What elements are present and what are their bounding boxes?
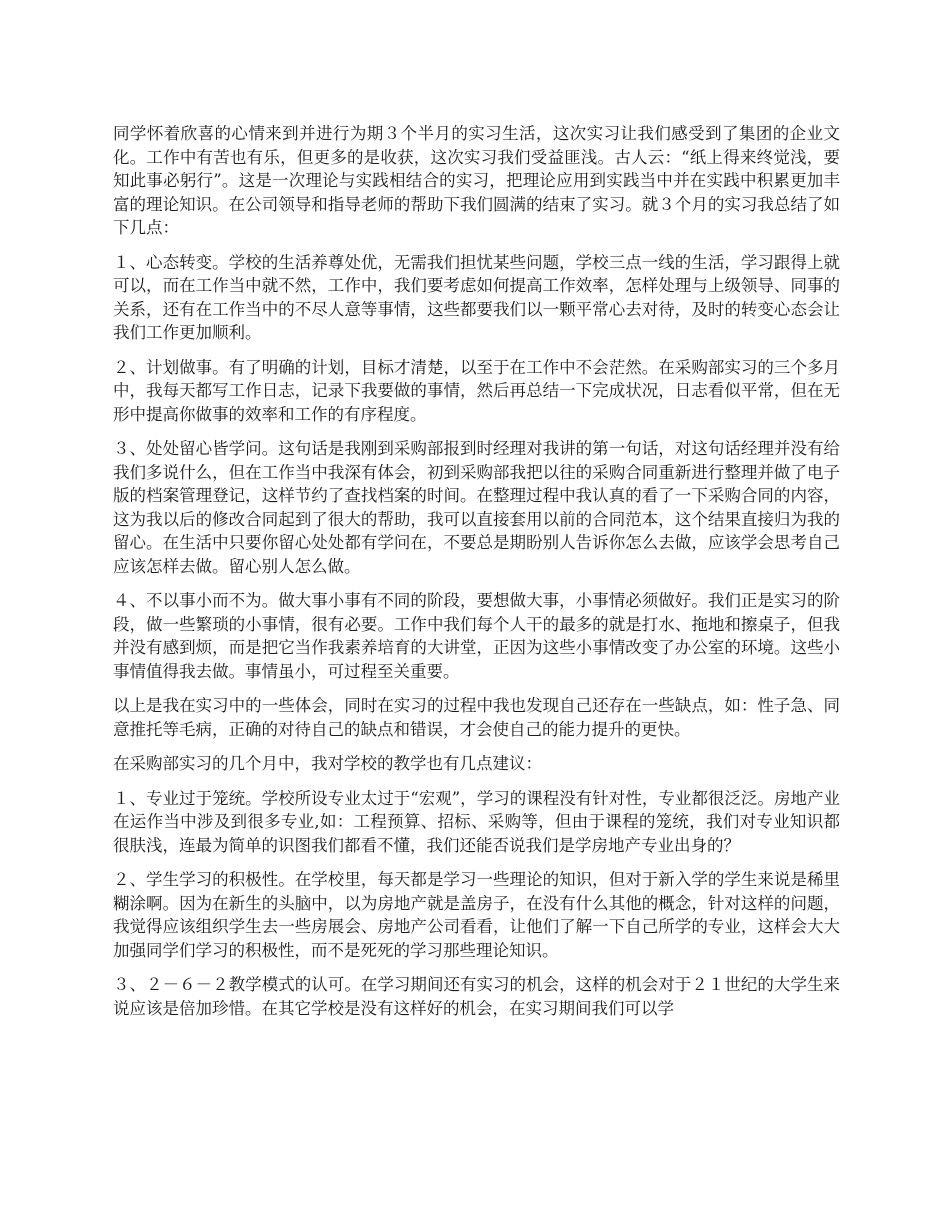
paragraph-small-things: ４、不以事小而不为。做大事小事有不同的阶段，要想做大事，小事情必须做好。我们正是实习的阶段，做一些繁琐的小事情，很有必要。工作中我们每个人干的最多的就是打水、拖地和擦桌子，但我并没有感到烦，而是把它当作我素养培育的大讲堂，正因为这些小事情改变了办公室的环境。这些小事情值得我去做。事情虽小，可过程至关重要。	[113, 591, 840, 681]
paragraph-mindset-change: １、心态转变。学校的生活养尊处优，无需我们担忧某些问题，学校三点一线的生活，学习跟得上就可以，而在工作当中就不然，工作中，我们要考虑如何提高工作效率，怎样处理与上级领导、同事的关系，还有在工作当中的不尽人意等事情，这些都要我们以一颗平常心去对待，及时的转变心态会让我们工作更加顺利。	[113, 252, 840, 342]
paragraph-suggestion-major: １、专业过于笼统。学校所设专业太过于“宏观”，学习的课程没有针对性，专业都很泛泛。房地产业在运作当中涉及到很多专业,如：工程预算、招标、采购等，但由于课程的笼统，我们对专业知识都很肤浅，连最为简单的识图我们都看不懂，我们还能否说我们是学房地产专业出身的？	[113, 788, 840, 855]
paragraph-suggestion-motivation: ２、学生学习的积极性。在学校里，每天都是学习一些理论的知识，但对于新入学的学生来说是稀里糊涂啊。因为在新生的头脑中，以为房地产就是盖房子，在没有什么其他的概念，针对这样的问题，我觉得应该组织学生去一些房展会、房地产公司看看，让他们了解一下自己所学的专业，这样会大大加强同学们学习的积极性，而不是死死的学习那些理论知识。	[113, 870, 840, 960]
paragraph-plan-work: ２、计划做事。有了明确的计划，目标才清楚，以至于在工作中不会茫然。在采购部实习的三个多月中，我每天都写工作日志，记录下我要做的事情，然后再总结一下完成状况，日志看似平常，但在无形中提高你做事的效率和工作的有序程度。	[113, 357, 840, 424]
paragraph-shortcomings: 以上是我在实习中的一些体会，同时在实习的过程中我也发现自己还存在一些缺点，如：性子急、同意推托等毛病，正确的对待自己的缺点和错误，才会使自己的能力提升的更快。	[113, 696, 840, 739]
document-body	[113, 122, 840, 1031]
paragraph-intro: 同学怀着欣喜的心情来到并进行为期３个半月的实习生活，这次实习让我们感受到了集团的企业文化。工作中有苦也有乐，但更多的是收获，这次实习我们受益匪浅。古人云：“纸上得来终觉浅，要知此事必躬行”。这是一次理论与实践相结合的实习，把理论应用到实践当中并在实践中积累更加丰富的理论知识。在公司领导和指导老师的帮助下我们圆满的结束了实习。就３个月的实习我总结了如下几点：	[113, 124, 840, 237]
paragraph-suggestion-teaching-model: ３、２－６－２教学模式的认可。在学习期间还有实习的机会，这样的机会对于２１世纪的大学生来说应该是倍加珍惜。在其它学校是没有这样好的机会，在实习期间我们可以学	[113, 975, 840, 1018]
paragraph-attention-learning: ３、处处留心皆学问。这句话是我刚到采购部报到时经理对我讲的第一句话，对这句话经理并没有给我们多说什么，但在工作当中我深有体会，初到采购部我把以往的采购合同重新进行整理并做了电子版的档案管理登记，这样节约了查找档案的时间。在整理过程中我认真的看了一下采购合同的内容，这为我以后的修改合同起到了很大的帮助，我可以直接套用以前的合同范本，这个结果直接归为我的留心。在生活中只要你留心处处都有学问在，不要总是期盼别人告诉你怎么去做，应该学会思考自己应该怎样去做。留心别人怎么做。	[113, 439, 840, 576]
paragraph-suggestions-intro: 在采购部实习的几个月中，我对学校的教学也有几点建议：	[113, 754, 542, 773]
